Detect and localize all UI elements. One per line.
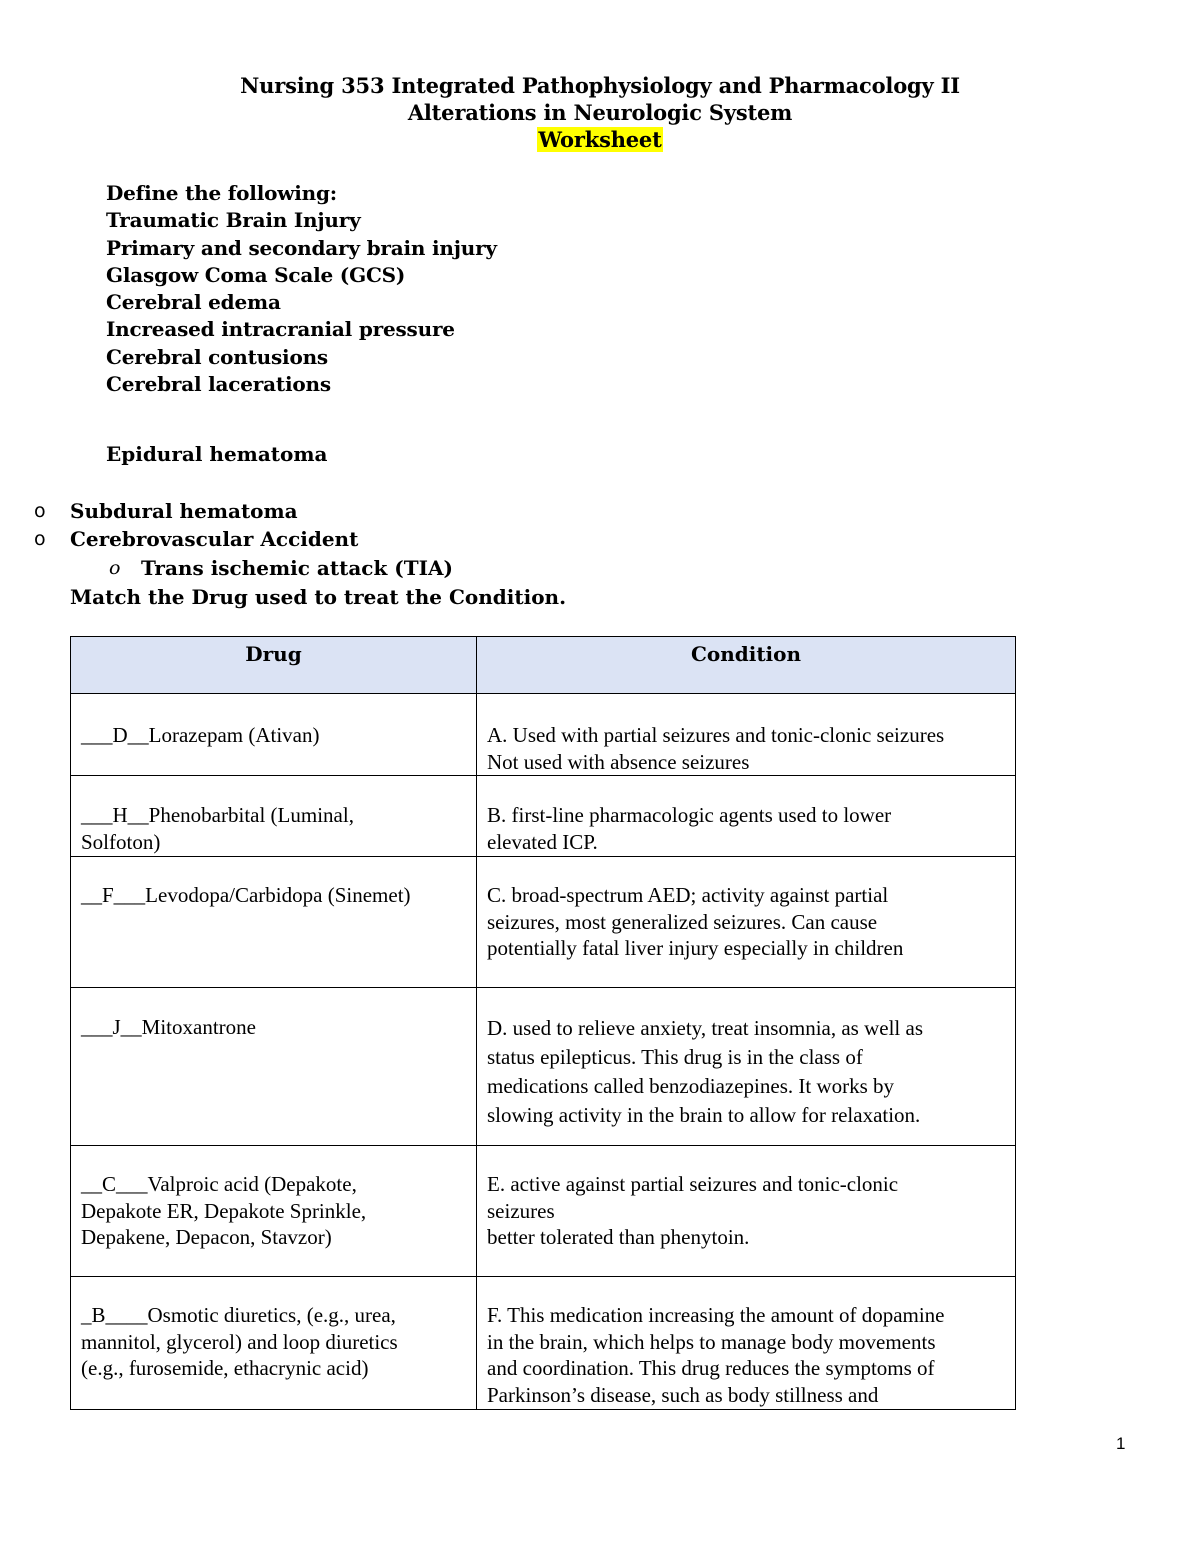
- term-item: Glasgow Coma Scale (GCS): [106, 262, 406, 287]
- condition-line: C. broad-spectrum AED; activity against partial: [487, 883, 889, 907]
- drug-cell: [71, 1277, 477, 1410]
- condition-cell: [477, 1146, 1016, 1277]
- definitions-list: [106, 180, 497, 398]
- condition-line: Not used with absence seizures: [487, 749, 750, 774]
- match-instruction: Match the Drug used to treat the Condition.: [70, 585, 567, 609]
- drug-cell: [71, 694, 477, 776]
- drug-line: (e.g., furosemide, ethacrynic acid): [81, 1356, 369, 1380]
- term-item: Primary and secondary brain injury: [106, 235, 497, 260]
- drug-line: Depakote ER, Depakote Sprinkle,: [81, 1198, 367, 1223]
- condition-line: potentially fatal liver injury especially in children: [487, 936, 904, 960]
- condition-line: better tolerated than phenytoin.: [487, 1225, 750, 1249]
- term-item: Cerebral contusions: [106, 344, 328, 369]
- drug-cell: [71, 1146, 477, 1277]
- table-row: [71, 694, 1016, 776]
- document-header: [0, 72, 1200, 153]
- condition-line: D. used to relieve anxiety, treat insomnia, as well as: [487, 1016, 924, 1040]
- condition-line: status epilepticus. This drug is in the class of: [487, 1045, 863, 1069]
- condition-line: seizures, most generalized seizures. Can cause: [487, 909, 878, 934]
- term-epidural: Epidural hematoma: [106, 442, 328, 466]
- drug-line: __C___Valproic acid (Depakote,: [81, 1172, 357, 1196]
- bullet-marker: o: [109, 557, 121, 579]
- table-row: [71, 857, 1016, 988]
- bullet-subdural: [34, 497, 298, 525]
- table-row: [71, 776, 1016, 857]
- term-item: Traumatic Brain Injury: [106, 208, 361, 233]
- condition-line: B. first-line pharmacologic agents used to lower: [487, 803, 892, 827]
- drug-line: ___J__Mitoxantrone: [81, 1015, 256, 1039]
- bullet-tia: [109, 554, 453, 582]
- condition-cell: [477, 988, 1016, 1146]
- condition-line: E. active against partial seizures and tonic-clonic: [487, 1172, 899, 1196]
- drug-line: mannitol, glycerol) and loop diuretics: [81, 1329, 398, 1354]
- page-number: 1: [1116, 1434, 1126, 1453]
- term-item: Cerebral lacerations: [106, 372, 331, 397]
- drug-line: __F___Levodopa/Carbidopa (Sinemet): [81, 883, 411, 907]
- drug-line: ___H__Phenobarbital (Luminal,: [81, 803, 354, 827]
- condition-cell: [477, 776, 1016, 857]
- condition-line: F. This medication increasing the amount of dopamine: [487, 1303, 945, 1327]
- bullet-text: Subdural hematoma: [70, 499, 298, 523]
- term-item: Increased intracranial pressure: [106, 317, 455, 342]
- table-header-row: [71, 637, 1016, 694]
- table-row: [71, 1146, 1016, 1277]
- condition-cell: [477, 694, 1016, 776]
- worksheet-label: Worksheet: [538, 127, 662, 152]
- bullet-cva: [34, 525, 359, 553]
- condition-line: elevated ICP.: [487, 829, 598, 854]
- condition-line: Parkinson’s disease, such as body stillness and: [487, 1382, 879, 1407]
- header-drug: Drug: [71, 637, 477, 694]
- table-row: [71, 1277, 1016, 1410]
- drug-line: Solfoton): [81, 829, 161, 854]
- bullet-text: Trans ischemic attack (TIA): [141, 556, 453, 580]
- condition-line: slowing activity in the brain to allow for relaxation.: [487, 1103, 921, 1127]
- condition-cell: [477, 857, 1016, 988]
- condition-cell: [477, 1277, 1016, 1410]
- bullet-text: Cerebrovascular Accident: [70, 527, 359, 551]
- bullet-marker: o: [34, 500, 46, 522]
- drug-cell: [71, 776, 477, 857]
- condition-line: seizures: [487, 1198, 555, 1223]
- drug-condition-table: [70, 636, 1016, 1410]
- drug-line: _B____Osmotic diuretics, (e.g., urea,: [81, 1303, 396, 1327]
- header-condition: Condition: [477, 637, 1016, 694]
- document-subtitle: Alterations in Neurologic System: [407, 100, 793, 125]
- course-title: Nursing 353 Integrated Pathophysiology and Pharmacology II: [240, 73, 960, 98]
- definitions-intro: Define the following:: [106, 181, 337, 205]
- drug-cell: [71, 857, 477, 988]
- drug-line: Depakene, Depacon, Stavzor): [81, 1225, 332, 1249]
- condition-line: medications called benzodiazepines. It works by: [487, 1074, 895, 1098]
- drug-cell: [71, 988, 477, 1146]
- term-item: Cerebral edema: [106, 290, 281, 315]
- condition-line: in the brain, which helps to manage body movements: [487, 1329, 936, 1354]
- drug-line: ___D__Lorazepam (Ativan): [81, 723, 320, 747]
- table-row: [71, 988, 1016, 1146]
- bullet-marker: o: [34, 528, 46, 550]
- condition-line: and coordination. This drug reduces the symptoms of: [487, 1356, 935, 1380]
- condition-line: A. Used with partial seizures and tonic-clonic seizures: [487, 723, 945, 747]
